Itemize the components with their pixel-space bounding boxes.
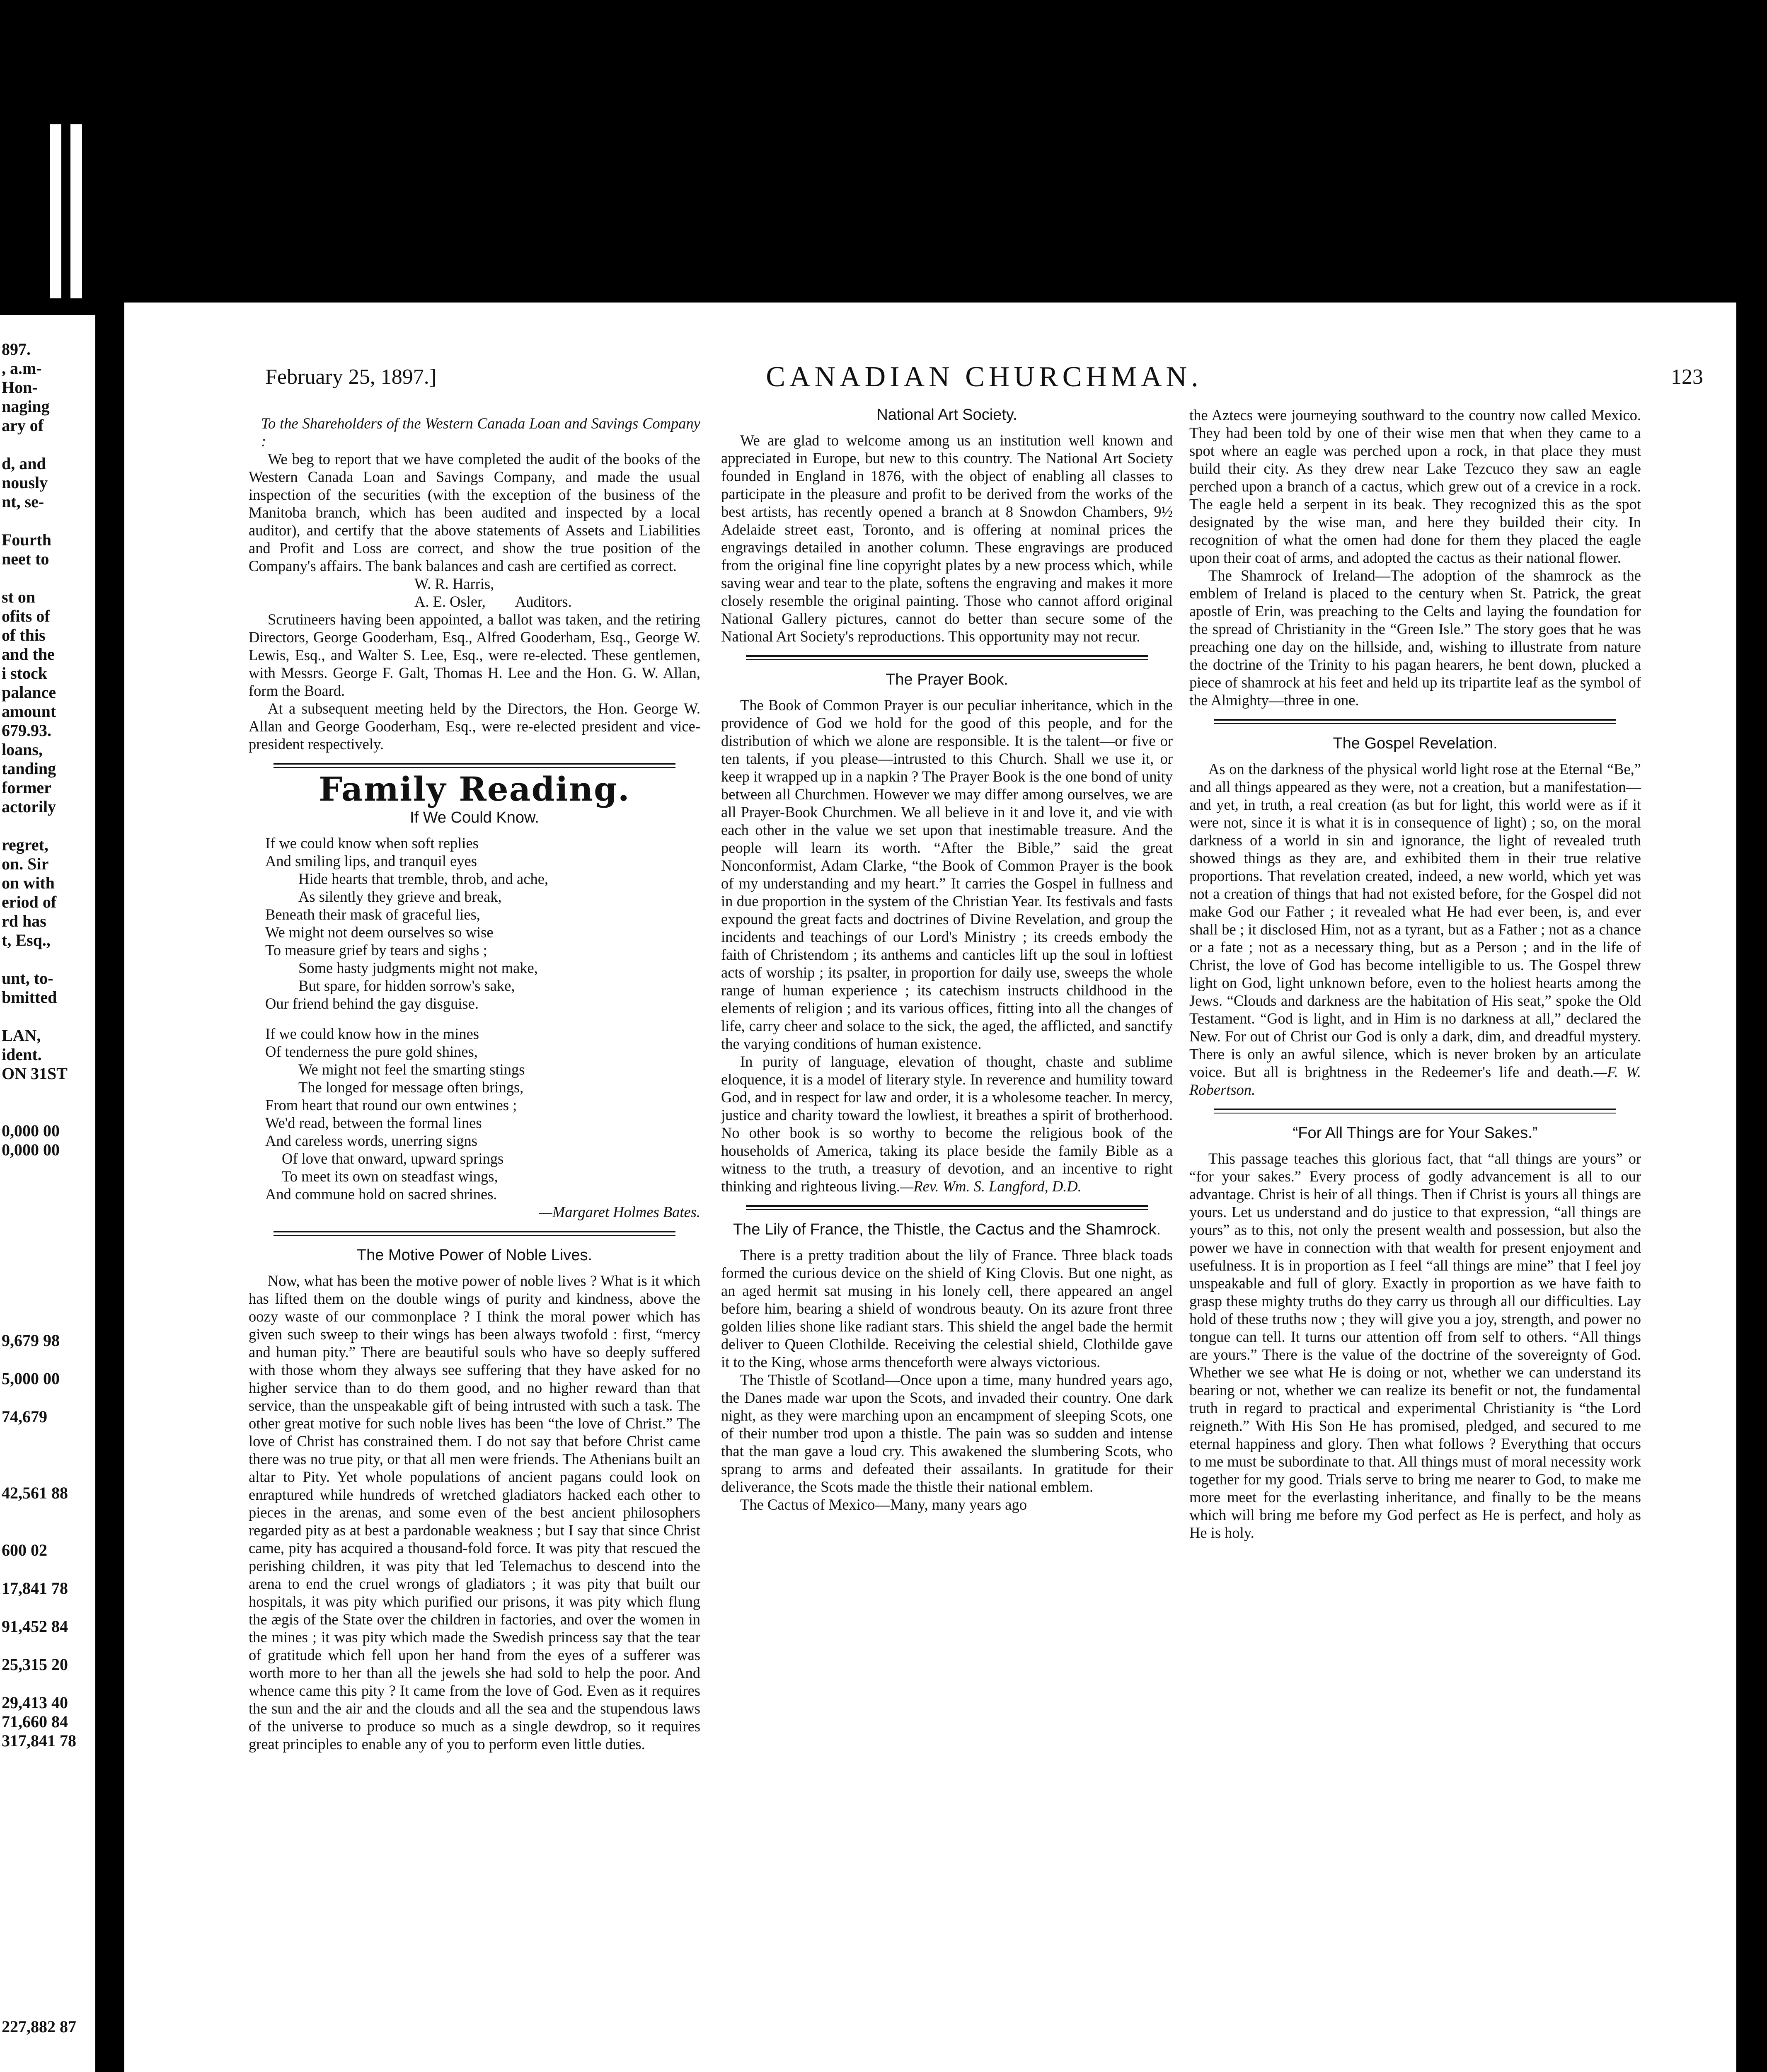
- poem-line: Our friend behind the gay disguise.: [265, 995, 479, 1012]
- column-1: [249, 414, 700, 1753]
- margin-fragment: LAN,: [2, 1026, 41, 1045]
- motive-power-title: The Motive Power of Noble Lives.: [356, 1247, 593, 1264]
- margin-fragment: d, and: [2, 454, 46, 473]
- cactus-text: The Cactus of Mexico—Many, many years ago: [740, 1496, 1027, 1513]
- poem-line: If we could know how in the mines: [265, 1025, 479, 1042]
- margin-bar-2: [70, 124, 82, 298]
- margin-fragment: loans,: [2, 740, 43, 759]
- prayer-book-text: The Book of Common Prayer is our peculiar inheritance, which in the providence of God we hold for the good of this people, and for the distribution of which we alone are responsible. It is the talent—or five or ten talents, if you please—intrusted to this Church. Shall we use it, or keep it wrapped up in a napkin ? The Prayer Book is the one bond of unity between all Churchmen. However we may differ among ourselves, we are all Prayer-Book Churchmen. We all believe in it and love it, and vie with each other in the value we set upon that inestimable treasure. And the people will learn its worth. “After the Bible,” said the great Nonconformist, Adam Clarke, “the Book of Common Prayer is the book of my understanding and my heart.” It carries the Gospel in fullness and in due proportion in the system of the Christian Year. Its festivals and fasts expound the great facts and doctrines of Divine Revelation, and group the incidents and teachings of our Lord's Ministry ; its creeds embody the faith of Christendom ; its anthems and canticles lift up the soul in loftiest acts of worship ; its psalter, in proportion for daily use, sweeps the whole range of human experience ; its catechism instructs childhood in the elements of religion ; and its various offices, fitting into all the changes of life, carry cheer and solace to the sick, the aged, the afflicted, and sanctify the varying conditions of human existence.: [721, 697, 1173, 1052]
- poem: [249, 834, 700, 1203]
- margin-fragment: ofits of: [2, 607, 50, 625]
- thistle-text: The Thistle of Scotland—Once upon a time, many hundred years ago, the Danes made war upon the Scots, and invaded their country. One dark night, as they were marching upon an encampment of sleeping Scots, one of their number trod upon a thistle. The pain was so sudden and intense that the man gave a loud cry. This awakened the slumbering Scots, who sprang to arms and defeated their assailants. In gratitude for their deliverance, the Scots made the thistle their national emblem.: [721, 1371, 1173, 1495]
- margin-fragment: ary of: [2, 416, 44, 435]
- art-society-title: National Art Society.: [876, 406, 1017, 424]
- lily-title: The Lily of France, the Thistle, the Cactus and the Shamrock.: [733, 1221, 1161, 1238]
- margin-fragment: regret,: [2, 835, 48, 854]
- margin-fragment: 74,679: [2, 1407, 47, 1426]
- margin-fragment: i stock: [2, 664, 47, 683]
- poem-line: To meet its own on steadfast wings,: [282, 1168, 498, 1185]
- margin-fragment: bmitted: [2, 988, 57, 1007]
- poem-line: We'd read, between the formal lines: [265, 1114, 482, 1131]
- margin-fragment: 897.: [2, 340, 31, 358]
- poem-line: To measure grief by tears and sighs ;: [265, 942, 487, 959]
- gospel-revelation-text: As on the darkness of the physical world light rose at the Eternal “Be,” and all things appeared as they were, not a creation, but a manifestation—and yet, in truth, a real creation (as but for light, this world were as if it were not, since it is what it is in consequence of light) ; so, on the moral darkness of a world in sin and ignorance, the light of revealed truth showed things as they are, and exhibited them in their true relative proportions. That revelation created, indeed, a new world, which yet was not a creation of things that had not existed before, for the Gospel did not make God our Father ; it revealed what He had ever been, is, and ever shall be ; it disclosed Him, not as a tyrant, but as a Father ; not as a chance or a fate ; not as a necessary thing, but as a Person ; and in the life of Christ, the love of God has become intelligible to us. The Gospel threw light on God, light unknown before, even to the holiest hearts among the Jews. “Clouds and darkness are the habitation of His seat,” spoke the Old Testament. “God is light, and in Him is no darkness at all,” declared the New. For out of Christ our God is only a dark, dim, and dreadful mystery. There is only an awful silence, which is never broken by an articulate voice. But all is brightness in the Redeemer's life and death.—F. W. Robertson.: [1189, 760, 1641, 1098]
- poem-line: And careless words, unerring signs: [265, 1132, 477, 1149]
- poem-line: But spare, for hidden sorrow's sake,: [298, 977, 515, 994]
- margin-fragment: tanding: [2, 759, 56, 778]
- poem-line: And smiling lips, and tranquil eyes: [265, 852, 477, 869]
- poem-title: If We Could Know.: [410, 809, 539, 826]
- margin-fragment: 5,000 00: [2, 1369, 60, 1388]
- poem-line: Beneath their mask of graceful lies,: [265, 906, 480, 923]
- gospel-revelation-title: The Gospel Revelation.: [1333, 735, 1498, 752]
- page-header: [265, 361, 1703, 394]
- newspaper-page: [124, 303, 1736, 2072]
- margin-fragment: 71,660 84: [2, 1712, 68, 1731]
- margin-fragment: former: [2, 778, 51, 797]
- family-reading-heading: Family Reading.: [319, 770, 630, 808]
- scrutineers-paragraph: Scrutineers having been appointed, a ballot was taken, and the retiring Directors, George Gooderham, Esq., Alfred Gooderham, Esq., George W. Lewis, Esq., and Walter S. Lee, Esq., were re-elected. These gentlemen, with Messrs. George F. Galt, Thomas H. Lee and the Hon. G. W. Allan, form the Board.: [249, 611, 700, 699]
- margin-fragment: 0,000 00: [2, 1140, 60, 1159]
- column-3: [1189, 406, 1641, 1542]
- margin-fragment: on. Sir: [2, 854, 49, 873]
- margin-fragment: 9,679 98: [2, 1331, 60, 1350]
- auditor-2: A. E. Osler, Auditors.: [414, 593, 572, 610]
- poem-line: And commune hold on sacred shrines.: [265, 1186, 497, 1203]
- margin-fragment: 317,841 78: [2, 1731, 76, 1750]
- margin-fragment: 25,315 20: [2, 1655, 68, 1674]
- margin-fragment: eriod of: [2, 893, 57, 911]
- margin-fragment: 91,452 84: [2, 1617, 68, 1636]
- margin-bar-1: [50, 124, 61, 298]
- margin-fragment: nously: [2, 473, 48, 492]
- margin-fragment: Fourth: [2, 530, 51, 549]
- margin-fragment: st on: [2, 588, 36, 606]
- lily-text: There is a pretty tradition about the lily of France. Three black toads formed the curious device on the shield of King Clovis. But one night, as an aged hermit sat musing in his lonely cell, there appeared an angel before him, bearing a shield of wondrous beauty. On its azure front three golden lilies shone like radiant stars. This shield the angel bade the hermit deliver to Queen Clothilde. Receiving the celestial shield, Clothilde gave it to the King, whose arms thenceforth were always victorious.: [721, 1247, 1173, 1370]
- art-society-text: We are glad to welcome among us an institution well known and appreciated in Europe, but new to this country. The National Art Society founded in England in 1876, with the object of enabling all classes to participate in the pleasure and profit to be derived from the works of the best artists, has recently opened a branch at 8 Snowdon Chambers, 9½ Adelaide street east, Toronto, and is offering at nominal prices the engravings detailed in another column. These engravings are produced from the original fine line copyright plates by a new process which, while saving wear and tear to the plate, softens the engraving and makes it more closely resemble the original painting. Those who cannot afford original National Gallery pictures, cannot do better than secure some of the National Art Society's reproductions. This opportunity may not recur.: [721, 432, 1173, 645]
- margin-fragment: 600 02: [2, 1541, 47, 1559]
- margin-fragment: of this: [2, 626, 46, 644]
- poem-line: The longed for message often brings,: [298, 1079, 524, 1096]
- poem-line: As silently they grieve and break,: [298, 888, 502, 905]
- margin-fragment: neet to: [2, 549, 49, 568]
- poem-line: Of tenderness the pure gold shines,: [265, 1043, 478, 1060]
- margin-fragment: palance: [2, 683, 56, 702]
- motive-power-text: Now, what has been the motive power of noble lives ? What is it which has lifted them on the double wings of purity and kindness, above the oozy waste of our commonplace ? I think the moral power which has given such sweep to their wings has been always twofold : first, “mercy and human pity.” There are beautiful souls who have so deeply suffered with those whom they always see suffering that they have asked for no higher service than to do them good, and no higher reward than that service, than the unspeakable gift of being intrusted with such a task. The other great motive for such noble lives has been “the love of Christ.” The love of Christ has constrained them. I do not say that before Christ came there was no true pity, or that all men were friends. The Athenians built an altar to Pity. Yet whole populations of ancient pagans could look on enraptured while hundreds of wretched gladiators hacked each other to pieces in the arenas, and some even of the best ancient philosophers regarded pity as at best a pardonable weakness ; but I say that since Christ came, pity has acquired a thousand-fold force. It was pity that rescued the perishing children, it was pity that led Telemachus to descend into the arena to end the cruel wrongs of gladiators ; it was pity that built our hospitals, it was pity which purified our prisons, it was pity which flung the ægis of the State over the children in factories, and over the women in the mines ; it was pity which made the Swedish princess say that the tear of gratitude which fell upon her hand from the eyes of a sufferer was worth more to her than all the jewels she had sold to help the poor. And whence came this pity ? It came from the love of God. Even as it requires the sun and the air and the clouds and all the sea and the stupendous laws of the universe to produce so much as a single dewdrop, so it requires great principles to enable any of you to perform even little duties.: [249, 1272, 700, 1752]
- margin-fragment: and the: [2, 645, 55, 663]
- section-rule: [746, 655, 1148, 660]
- poem-line: If we could know when soft replies: [265, 835, 479, 852]
- margin-fragment: amount: [2, 702, 56, 721]
- auditors-label: Auditors.: [515, 593, 572, 610]
- margin-fragment: unt, to-: [2, 969, 53, 988]
- header-date: February 25, 1897.]: [265, 365, 437, 389]
- column-2: [721, 406, 1173, 1513]
- margin-fragment: nt, se-: [2, 492, 44, 511]
- poem-line: We might not deem ourselves so wise: [265, 924, 494, 941]
- margin-fragment: t, Esq.,: [2, 931, 51, 949]
- poem-line: Of love that onward, upward springs: [282, 1150, 504, 1167]
- report-salutation: To the Shareholders of the Western Canada Loan and Savings Company :: [261, 415, 700, 450]
- section-rule: [274, 1231, 675, 1236]
- margin-fragment: Hon-: [2, 378, 38, 397]
- margin-fragment: 679.93.: [2, 721, 51, 740]
- poem-author: —Margaret Holmes Bates.: [539, 1203, 700, 1220]
- section-rule: [1214, 1109, 1616, 1113]
- margin-fragment: 29,413 40: [2, 1693, 68, 1712]
- poem-line: Some hasty judgments might not make,: [298, 959, 538, 976]
- poem-line: From heart that round our own entwines ;: [265, 1097, 517, 1113]
- margin-fragment: , a.m-: [2, 359, 42, 378]
- page-number: 123: [1671, 365, 1703, 389]
- auditor-1: W. R. Harris,: [414, 575, 494, 592]
- poem-line: Hide hearts that tremble, throb, and ache,: [298, 870, 549, 887]
- section-rule: [746, 1205, 1148, 1210]
- margin-fragment: actorily: [2, 797, 56, 816]
- margin-fragment: 227,882 87: [2, 2017, 76, 2036]
- for-your-sakes-text: This passage teaches this glorious fact, that “all things are yours” or “for your sakes.” Every process of godly advancement is all to our advantage. Christ is heir of all things. Then if Christ is yours all things are yours. Let us understand and do justice to that expression, “all things are yours” as to this, not only the present wealth and possession, but also the power we have in connection with that wealth for present enjoyment and usefulness. It is in proportion as I feel “all things are mine” that I feel joy unspeakable and full of glory. Exactly in proportion as we have faith to grasp these mighty truths do they carry us through all our difficulties. Lay hold of these truths now ; they will give you a joy, strength, and power no tongue can tell. It turns our attention off from self to others. “All things are yours.” There is the value of the doctrine of the sovereignty of God. Whether we see what He is doing or not, whether we can understand its bearing or not, whether we can realize its benefit or not, the fundamental truth in regard to practical and experimental Christianity is “the Lord reigneth.” With His Son He has promised, pledged, and secured to me eternal happiness and glory. Then what follows ? Everything that occurs to me must be subordinate to that. All things must of moral necessity work together for my good. Trials serve to bring me nearer to God, to make me more meet for the everlasting inheritance, and finally to be the means which will bring me before my God perfect as He is perfect, and holy as He is holy.: [1189, 1150, 1641, 1541]
- shamrock-text: The Shamrock of Ireland—The adoption of the shamrock as the emblem of Ireland is placed to the century when St. Patrick, the great apostle of Erin, was preaching to the Celts and laying the foundation for the spread of Christianity in the “Green Isle.” The story goes that he was preaching one day on the hillside, and, wishing to illustrate from nature the doctrine of the Trinity to his pagan hearers, he bent down, plucked a piece of shamrock at his feet and held up its tripartite leaf as the symbol of the Almighty—three in one.: [1189, 567, 1641, 709]
- audit-report: We beg to report that we have completed the audit of the books of the Western Canada Loan and Savings Company, and made the usual inspection of the securities (with the exception of the business of the Manitoba branch, which has been audited and inspected by a local auditor), and certify that the above statements of Assets and Liabilities and Profit and Loss are correct, and show the true position of the Company's affairs. The bank balances and cash are certified as correct.: [249, 450, 700, 574]
- adjacent-page-strip: [0, 315, 95, 2072]
- for-your-sakes-title: “For All Things are for Your Sakes.”: [1293, 1124, 1538, 1142]
- prayer-book-title: The Prayer Book.: [886, 671, 1008, 688]
- margin-fragment: ident.: [2, 1045, 42, 1064]
- section-rule: [274, 763, 675, 768]
- margin-fragment: 17,841 78: [2, 1579, 68, 1598]
- gospel-author: —F. W. Robertson.: [1189, 1063, 1641, 1098]
- section-rule: [1214, 719, 1616, 724]
- poem-line: We might not feel the smarting stings: [298, 1061, 525, 1078]
- margin-fragment: 42,561 88: [2, 1484, 68, 1502]
- margin-fragment: ON 31ST: [2, 1064, 68, 1083]
- margin-fragment: 0,000 00: [2, 1121, 60, 1140]
- prayer-book-text-2: In purity of language, elevation of thought, chaste and sublime eloquence, it is a model of literary style. In reverence and humility toward God, and in respect for law and order, it is a wholesome teacher. In mercy, justice and charity toward the lowliest, it breathes a spirit of brotherhood. No other book is so worthy to become the religious book of the households of America, taking its place beside the family Bible as a witness to the truth, a treasury of devotion, and an incentive to right thinking and righteous living.—Rev. Wm. S. Langford, D.D.: [721, 1053, 1173, 1195]
- margin-fragment: naging: [2, 397, 50, 416]
- margin-fragment: rd has: [2, 912, 46, 930]
- masthead-title: CANADIAN CHURCHMAN.: [766, 361, 1203, 393]
- prayer-book-author: —Rev. Wm. S. Langford, D.D.: [900, 1178, 1082, 1195]
- directors-meeting-paragraph: At a subsequent meeting held by the Directors, the Hon. George W. Allan and George Gooderham, Esq., were re-elected president and vice-president respectively.: [249, 700, 700, 753]
- margin-fragment: on with: [2, 874, 55, 892]
- cactus-continued: the Aztecs were journeying southward to the country now called Mexico. They had been told by one of their wise men that when they came to a spot where an eagle was perched upon a rock, in that place they must build their city. As they drew near Lake Tezcuco they saw an eagle perched upon a branch of a cactus, which grew out of a crevice in a rock. The eagle held a serpent in its beak. They recognized this as the spot designated by the wise man, and here they builded their city. In recognition of what the omen had done for them they placed the eagle upon their coat of arms, and adopted the cactus as their national flower.: [1189, 407, 1641, 566]
